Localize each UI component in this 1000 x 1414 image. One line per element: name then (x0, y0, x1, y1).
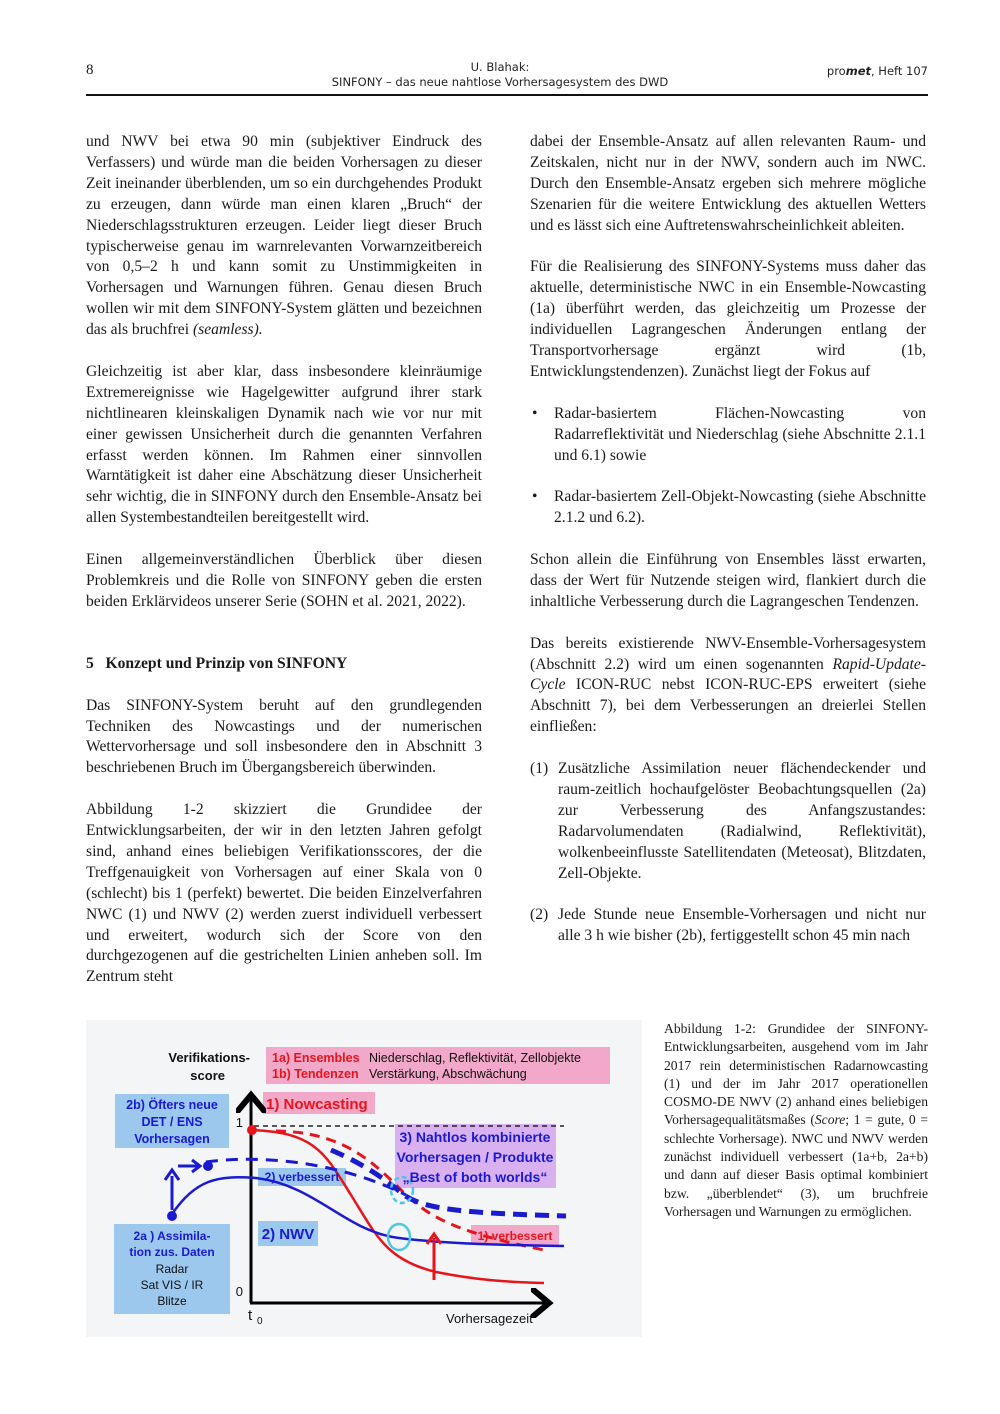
label-3: 3) Nahtlos kombinierte (399, 1129, 551, 1145)
paragraph: und NWV bei etwa 90 min (subjektiver Eindruck des Verfassers) und würde man die beiden Vorhersagen zu dieser Zeit ineinander überblenden, um so ein durchgehendes Produkt zu erzeugen, dann würde man einen klaren „Bruch“ der Niederschlagsstrukturen erzeugen. Leider liegt dieser Bruch typischerweise genau im warnrelevanten Vorwarnzeitbereich von 0,5–2 h und kann somit zu Unstimmigkeiten in Vorhersagen und Warnungen führen. Genau diesen Bruch wollen wir mit dem SINFONY-System glätten und bezeichnen das als bruchfrei (seamless). (86, 133, 482, 339)
running-header (300, 60, 700, 90)
figure-mark: DET / ENS (141, 1115, 203, 1129)
section-heading: 5 Konzept und Prinzip von SINFONY (86, 654, 348, 672)
figure-mark: „Best of both worlds“ (402, 1169, 548, 1185)
figure-mark: Sat VIS / IR (140, 1278, 204, 1292)
journal-info (827, 64, 928, 78)
left-column (86, 132, 482, 1009)
paragraph: Schon allein die Einführung von Ensembles lässt erwarten, dass der Wert für Nutzende steigen wird, flankiert durch die inhaltliche Verbesserung durch die Lagrangeschen Tendenzen. (530, 551, 926, 610)
paragraph: Einen allgemeinverständlichen Überblick über diesen Problemkreis und die Rolle von SINFONY geben die ersten beiden Erklärvideos unserer Serie (SOHN et al. 2021, 2022). (86, 551, 482, 610)
paragraph: Das bereits existierende NWV-Ensemble-Vorhersagesystem (Abschnitt 2.2) wird um einen sogenannten Rapid-Update-Cycle ICON-RUC nebst ICON-RUC-EPS erweitert (siehe Abschnitt 7), bei dem Verbesserungen an dreierlei Stellen einfließen: (530, 634, 926, 736)
label-nwv-improved: 2) verbessert (264, 1170, 340, 1184)
figure-mark: Radar (155, 1262, 189, 1276)
bullet-mark: • (532, 404, 538, 422)
figure-mark: Blitze (157, 1294, 187, 1308)
bullet-item: • Radar-basiertem Zell-Objekt-Nowcasting (siehe Abschnitte 2.1.2 und 6.2). (532, 488, 926, 527)
label-1a-text: Niederschlag, Reflektivität, Zellobjekte (369, 1051, 581, 1065)
paragraph: Abbildung 1-2 skizziert die Grundidee der Entwicklungsarbeiten, der wir in den letzten Jahren gefolgt sind, anhand eines beliebigen Verifikationsscores, der die Treffgenauigkeit von Vorhersagen auf einer Skala von 0 (schlecht) bis 1 (perfekt) bewertet. Die beiden Einzelverfahren NWC (1) und NWV (2) werden zuerst individuell verbessert und erweitert, wodurch sich der Score von den durchgezogenen auf die gestrichelten Linien anheben soll. Im Zentrum steht (86, 801, 482, 986)
enum-item: (1) Zusätzliche Assimilation neuer flächendeckender und raum-zeitlich hochaufgelöster Beobachtungsquellen (2a) zur Verbesserung des Anfangszustandes: Radarvolumendaten (Radialwind, Reflektivität), wolkenbeeinflusste Satellitendaten (Meteosat), Blitzdaten, Zell-Objekte. (530, 760, 926, 882)
figure-sinfony-concept (86, 1020, 642, 1337)
label-nowcasting: 1) Nowcasting (266, 1096, 368, 1113)
y-axis-label: Verifikations- (168, 1050, 250, 1065)
journal-suffix: , Heft 107 (871, 64, 928, 78)
label-2b: 2b) Öfters neue (126, 1098, 218, 1112)
label-1b-text: Verstärkung, Abschwächung (369, 1067, 527, 1081)
label-nwv: 2) NWV (261, 1226, 315, 1243)
nwc-start-point (247, 1125, 257, 1135)
label-1a: 1a) Ensembles (272, 1051, 360, 1065)
bullet-mark: • (532, 488, 538, 506)
paragraph: Das SINFONY-System beruht auf den grundlegenden Techniken des Nowcastings und der numerischen Wettervorhersage und soll insbesondere den in Abschnitt 3 beschriebenen Bruch im Übergangsbereich überwinden. (86, 696, 482, 777)
nwv-start-point (167, 1211, 177, 1221)
y-tick-1: 1 (235, 1115, 243, 1130)
journal-prefix: pro (826, 64, 846, 78)
figure-mark: tion zus. Daten (129, 1245, 215, 1259)
enum-item: (2) Jede Stunde neue Ensemble-Vorhersagen und nicht nur alle 3 h wie bisher (2b), fertiggestellt schon 45 min nach (530, 906, 926, 945)
x-axis-label: Vorhersagezeit (446, 1311, 533, 1326)
bullet-item: • Radar-basiertem Flächen-Nowcasting von Radarreflektivität und Niederschlag (siehe Abschnitte 2.1.1 und 6.1) sowie (532, 404, 926, 464)
y-tick-0: 0 (235, 1284, 243, 1299)
label-nwc-improved: 1) verbessert (477, 1229, 553, 1243)
figure-mark: Vorhersagen / Produkte (396, 1149, 554, 1165)
y-axis-label-2: score (190, 1068, 225, 1083)
label-1b: 1b) Tendenzen (272, 1067, 359, 1081)
figure-caption: Abbildung 1-2: Grundidee der SINFONY-Entwicklungsarbeiten, ausgehend vom im Jahr 2017 rein deterministischen Radarnowcasting (1) und der im Jahr 2017 operationellen COSMO-DE NWV (2) anhand eines beliebigen Vorhersagequalitätsmaßes (Score; 1 = gute, 0 = schlechte Vorhersage). NWC und NWV werden zunächst individuell verbessert (1a+b, 2a+b) und dann auf dieser Basis optimal kombiniert bzw. „überblendet“ (3), um bruchfreie Vorhersagen und Warnungen zu ermöglichen. (664, 1021, 928, 1219)
x-origin-sub: 0 (257, 1316, 263, 1327)
right-column (530, 132, 926, 968)
journal-bold: met (845, 64, 871, 78)
header-rule (86, 94, 928, 96)
label-2a: 2a ) Assimila- (133, 1229, 211, 1243)
header-title: SINFONY – das neue nahtlose Vorhersagesystem des DWD (331, 75, 669, 89)
figure-mark: Vorhersagen (134, 1132, 210, 1146)
nwv-improved-point (203, 1161, 213, 1171)
page-number: 8 (86, 62, 94, 78)
paragraph: Gleichzeitig ist aber klar, dass insbesondere kleinräumige Extremereignisse wie Hagelgewitter aufgrund ihrer stark nichtlinearen kleinskaligen Dynamik nach wie vor nur mit einer gewissen Unsicherheit durch die genannten Verfahren erfasst werden können. Im Rahmen einer sinnvollen Warntätigkeit ist daher eine Abschätzung dieser Unsicherheit sehr wichtig, die in SINFONY durch den Ensemble-Ansatz bei allen Systembestandteilen bereitgestellt wird. (86, 362, 482, 527)
header-author: U. Blahak: (470, 60, 530, 74)
paragraph: dabei der Ensemble-Ansatz auf allen relevanten Raum- und Zeitskalen, nicht nur in der NWV, sondern auch im NWC. Durch den Ensemble-Ansatz ergeben sich mehrere mögliche Szenarien für die weitere Entwicklung des aktuellen Wetters und es lässt sich eine Auftretenswahrscheinlichkeit ableiten. (530, 133, 926, 234)
x-origin-label: t (248, 1307, 253, 1324)
paragraph: Für die Realisierung des SINFONY-Systems muss daher das aktuelle, deterministische NWC in ein Ensemble-Nowcasting (1a) überführt werden, das gleichzeitig um Prozesse der individuellen Lagrangeschen Änderungen entlang der Transportvorhersage ergänzt wird (1b, Entwicklungstendenzen). Zunächst liegt der Fokus auf (530, 258, 926, 380)
concept-diagram (86, 1020, 642, 1337)
